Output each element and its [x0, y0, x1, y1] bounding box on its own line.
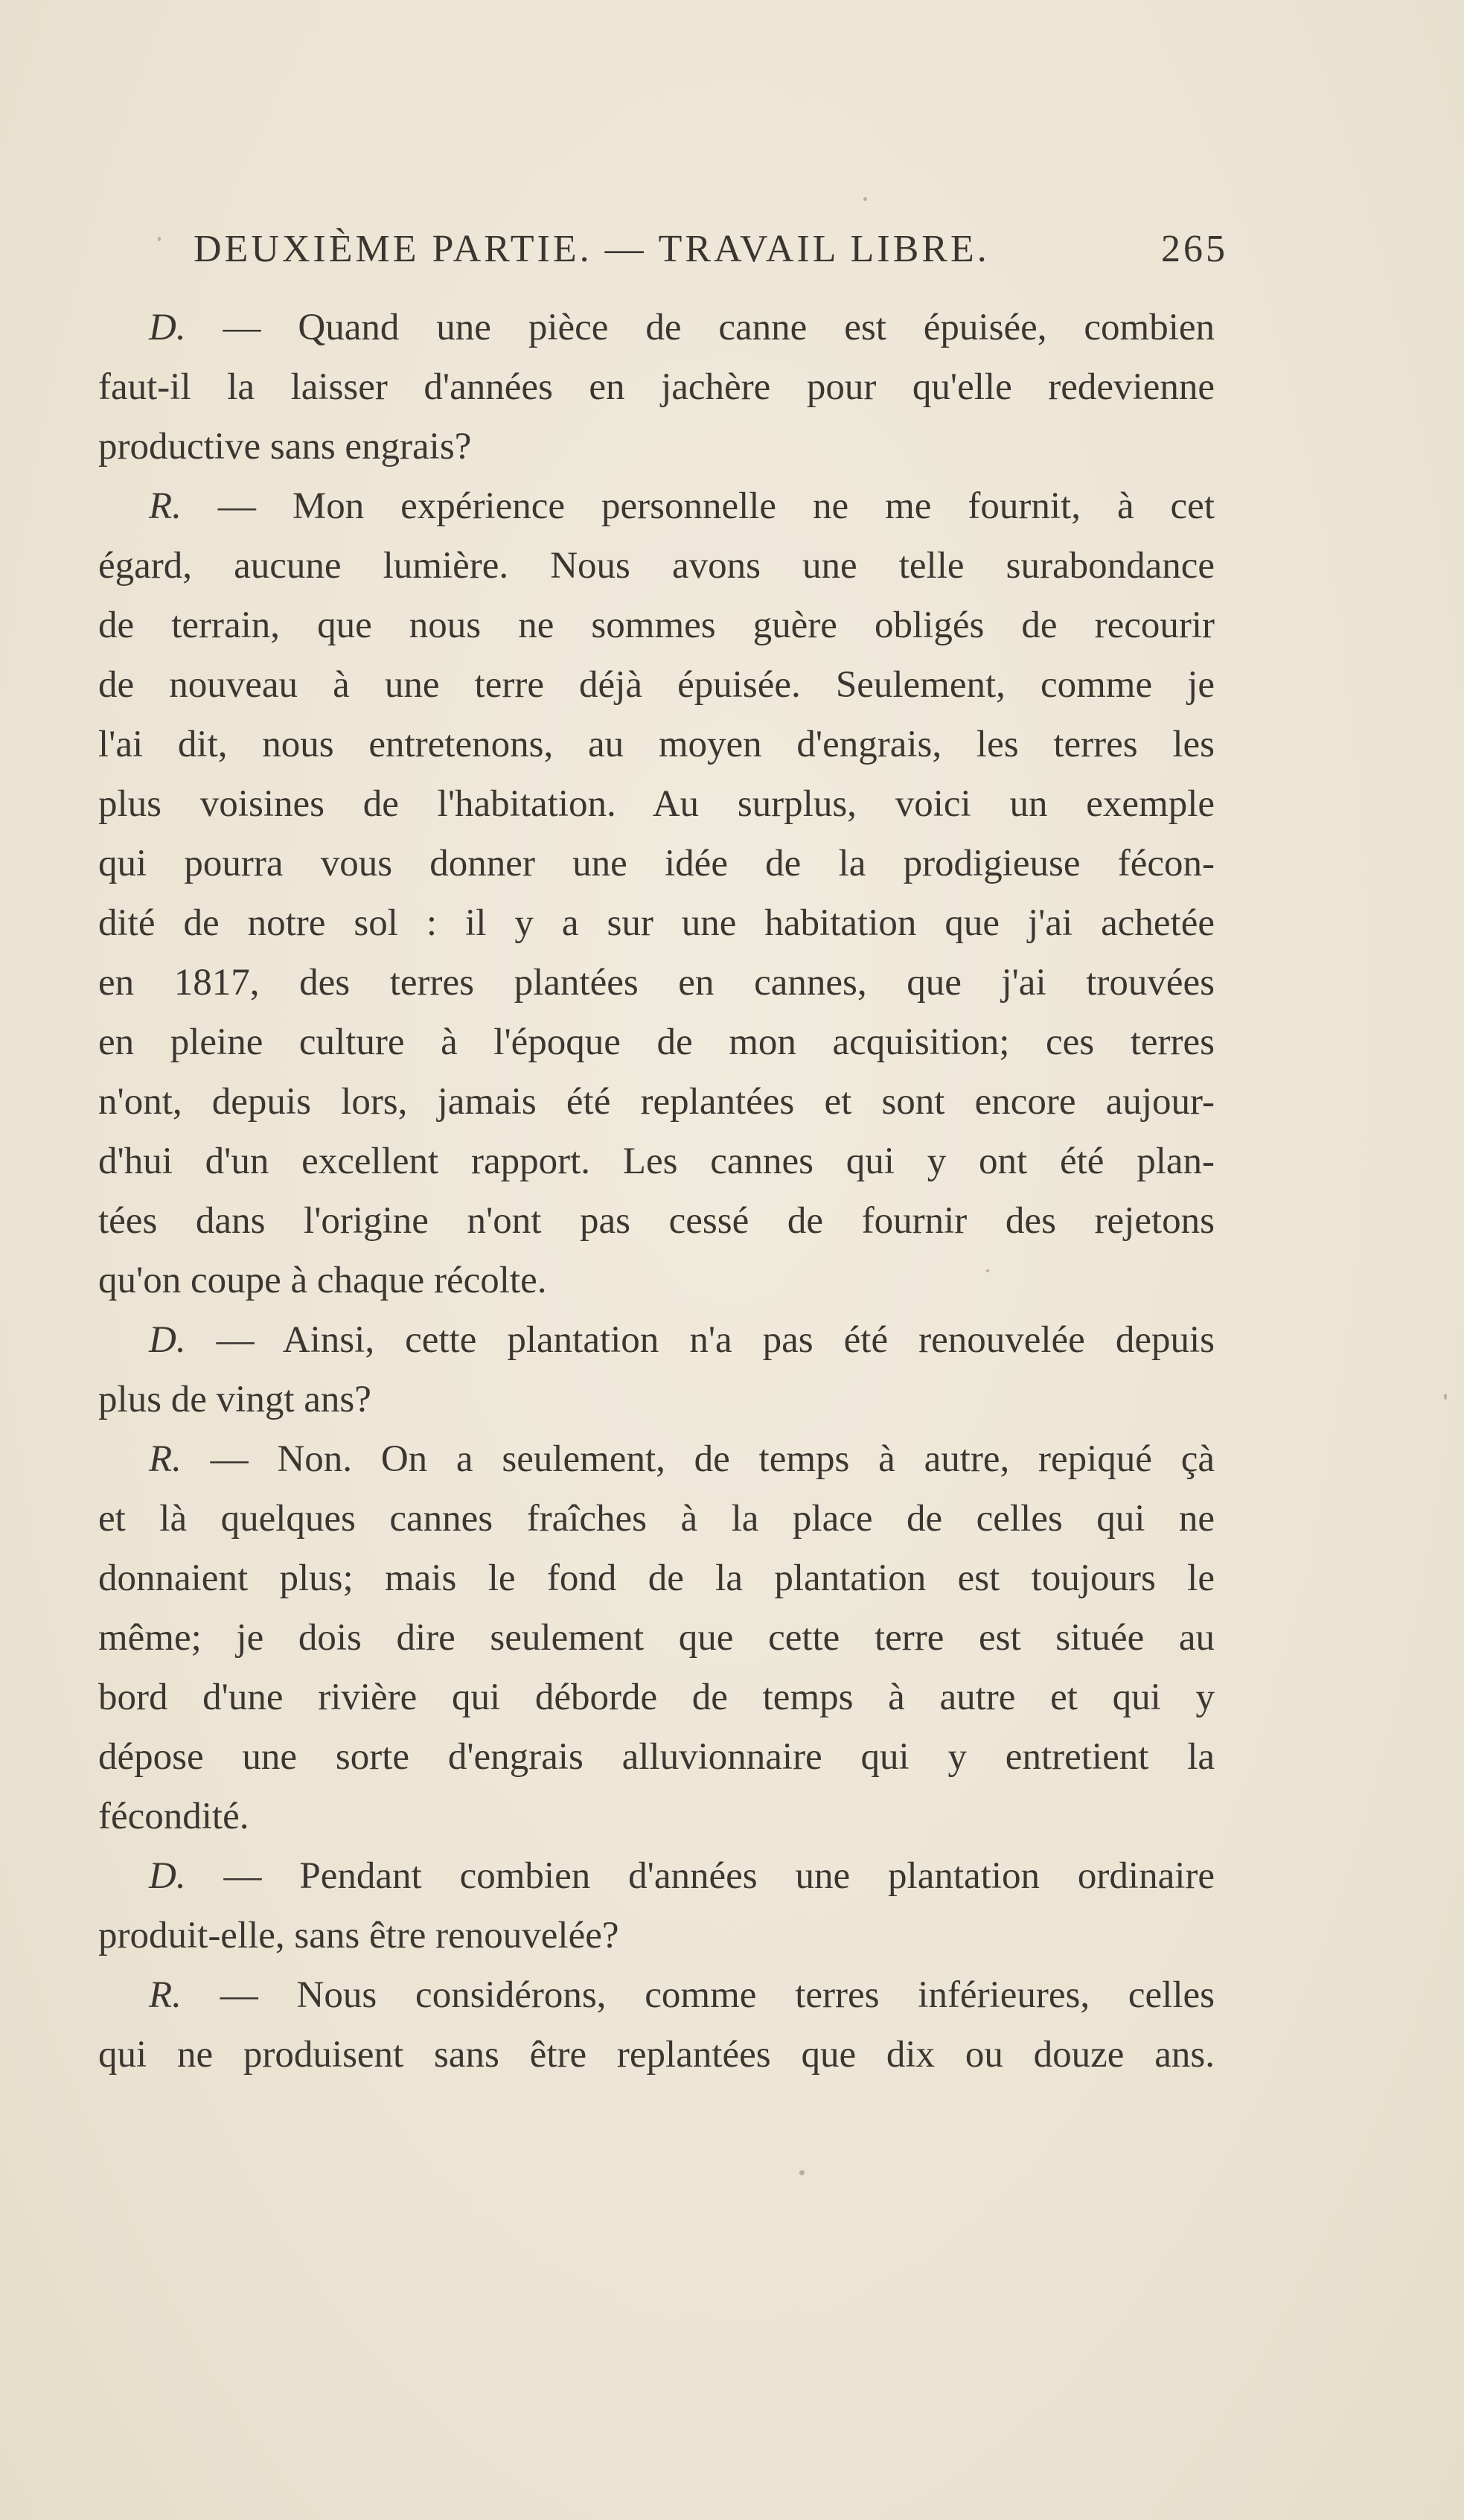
line-text: même; je dois dire seulement que cette terre est située au: [98, 1617, 1215, 1659]
text-line: [98, 953, 1215, 1012]
text-line: [98, 1489, 1215, 1548]
line-text: plus de vingt ans?: [98, 1379, 371, 1420]
text-line: [98, 1370, 1215, 1429]
line-text: dépose une sorte d'engrais alluvionnaire qui y entretient la: [98, 1736, 1215, 1778]
line-text: — Mon expérience personnelle ne me fournit, à cet: [181, 485, 1215, 527]
text-line: [98, 476, 1215, 536]
text-line: [98, 655, 1215, 715]
text-line: [98, 2025, 1215, 2084]
line-text: — Pendant combien d'années une plantation ordinaire: [185, 1855, 1215, 1897]
line-text: qui ne produisent sans être replantées que dix ou douze ans.: [98, 2034, 1215, 2076]
line-text: — Ainsi, cette plantation n'a pas été renouvelée depuis: [185, 1319, 1215, 1361]
paper-speck: [986, 1269, 989, 1272]
paper-speck: [1444, 1394, 1447, 1400]
text-line: [98, 536, 1215, 596]
text-line: [98, 1548, 1215, 1608]
line-text: en 1817, des terres plantées en cannes, que j'ai trouvées: [98, 962, 1215, 1004]
text-line: [98, 893, 1215, 953]
running-title: DEUXIÈME PARTIE. — TRAVAIL LIBRE.: [194, 228, 990, 270]
line-text: en pleine culture à l'époque de mon acquisition; ces terres: [98, 1021, 1215, 1063]
text-line: [98, 1310, 1215, 1370]
paper-speck: [863, 197, 867, 201]
page-number: 265: [1161, 228, 1228, 270]
text-line: [98, 1727, 1215, 1787]
text-line: [98, 774, 1215, 834]
line-text: l'ai dit, nous entretenons, au moyen d'engrais, les terres les: [98, 724, 1215, 765]
line-text: qu'on coupe à chaque récolte.: [98, 1260, 547, 1301]
body-text: [98, 298, 1215, 2084]
line-text: égard, aucune lumière. Nous avons une telle surabondance: [98, 545, 1215, 587]
speaker-label: D.: [149, 307, 186, 348]
text-line: [98, 1251, 1215, 1310]
text-line: [98, 1906, 1215, 1965]
text-line: [98, 1787, 1215, 1846]
line-text: tées dans l'origine n'ont pas cessé de fournir des rejetons: [98, 1200, 1215, 1242]
text-line: [98, 1846, 1215, 1906]
line-text: bord d'une rivière qui déborde de temps à autre et qui y: [98, 1677, 1215, 1718]
speaker-label: R.: [149, 1438, 182, 1480]
text-line: [98, 417, 1215, 476]
line-text: qui pourra vous donner une idée de la prodigieuse fécon-: [98, 843, 1215, 884]
line-text: faut-il la laisser d'années en jachère pour qu'elle redevienne: [98, 366, 1215, 408]
speaker-label: R.: [149, 485, 182, 527]
text-line: [98, 596, 1215, 655]
line-text: donnaient plus; mais le fond de la plantation est toujours le: [98, 1557, 1215, 1599]
line-text: et là quelques cannes fraîches à la place de celles qui ne: [98, 1498, 1215, 1540]
line-text: — Non. On a seulement, de temps à autre, repiqué çà: [181, 1438, 1215, 1480]
paper-speck: [158, 237, 161, 241]
speaker-label: D.: [149, 1855, 186, 1897]
text-line: [98, 1132, 1215, 1191]
line-text: — Nous considérons, comme terres inférieures, celles: [181, 1974, 1215, 2016]
text-line: [98, 1965, 1215, 2025]
text-line: [98, 298, 1215, 357]
paper-speck: [799, 2170, 805, 2175]
text-line: [98, 357, 1215, 417]
speaker-label: R.: [149, 1974, 182, 2016]
line-text: de nouveau à une terre déjà épuisée. Seulement, comme je: [98, 664, 1215, 706]
text-line: [98, 1608, 1215, 1668]
speaker-label: D.: [149, 1319, 186, 1361]
line-text: — Quand une pièce de canne est épuisée, combien: [185, 307, 1215, 348]
text-line: [98, 1429, 1215, 1489]
text-line: [98, 1072, 1215, 1132]
text-line: [98, 715, 1215, 774]
line-text: n'ont, depuis lors, jamais été replantées et sont encore aujour-: [98, 1081, 1215, 1123]
line-text: plus voisines de l'habitation. Au surplus, voici un exemple: [98, 783, 1215, 825]
line-text: de terrain, que nous ne sommes guère obligés de recourir: [98, 605, 1215, 646]
text-line: [98, 834, 1215, 893]
line-text: dité de notre sol : il y a sur une habitation que j'ai achetée: [98, 902, 1215, 944]
line-text: productive sans engrais?: [98, 426, 472, 468]
line-text: produit-elle, sans être renouvelée?: [98, 1915, 619, 1956]
text-line: [98, 1191, 1215, 1251]
line-text: d'hui d'un excellent rapport. Les cannes qui y ont été plan-: [98, 1141, 1215, 1182]
text-line: [98, 1012, 1215, 1072]
text-line: [98, 1668, 1215, 1727]
line-text: fécondité.: [98, 1796, 249, 1837]
